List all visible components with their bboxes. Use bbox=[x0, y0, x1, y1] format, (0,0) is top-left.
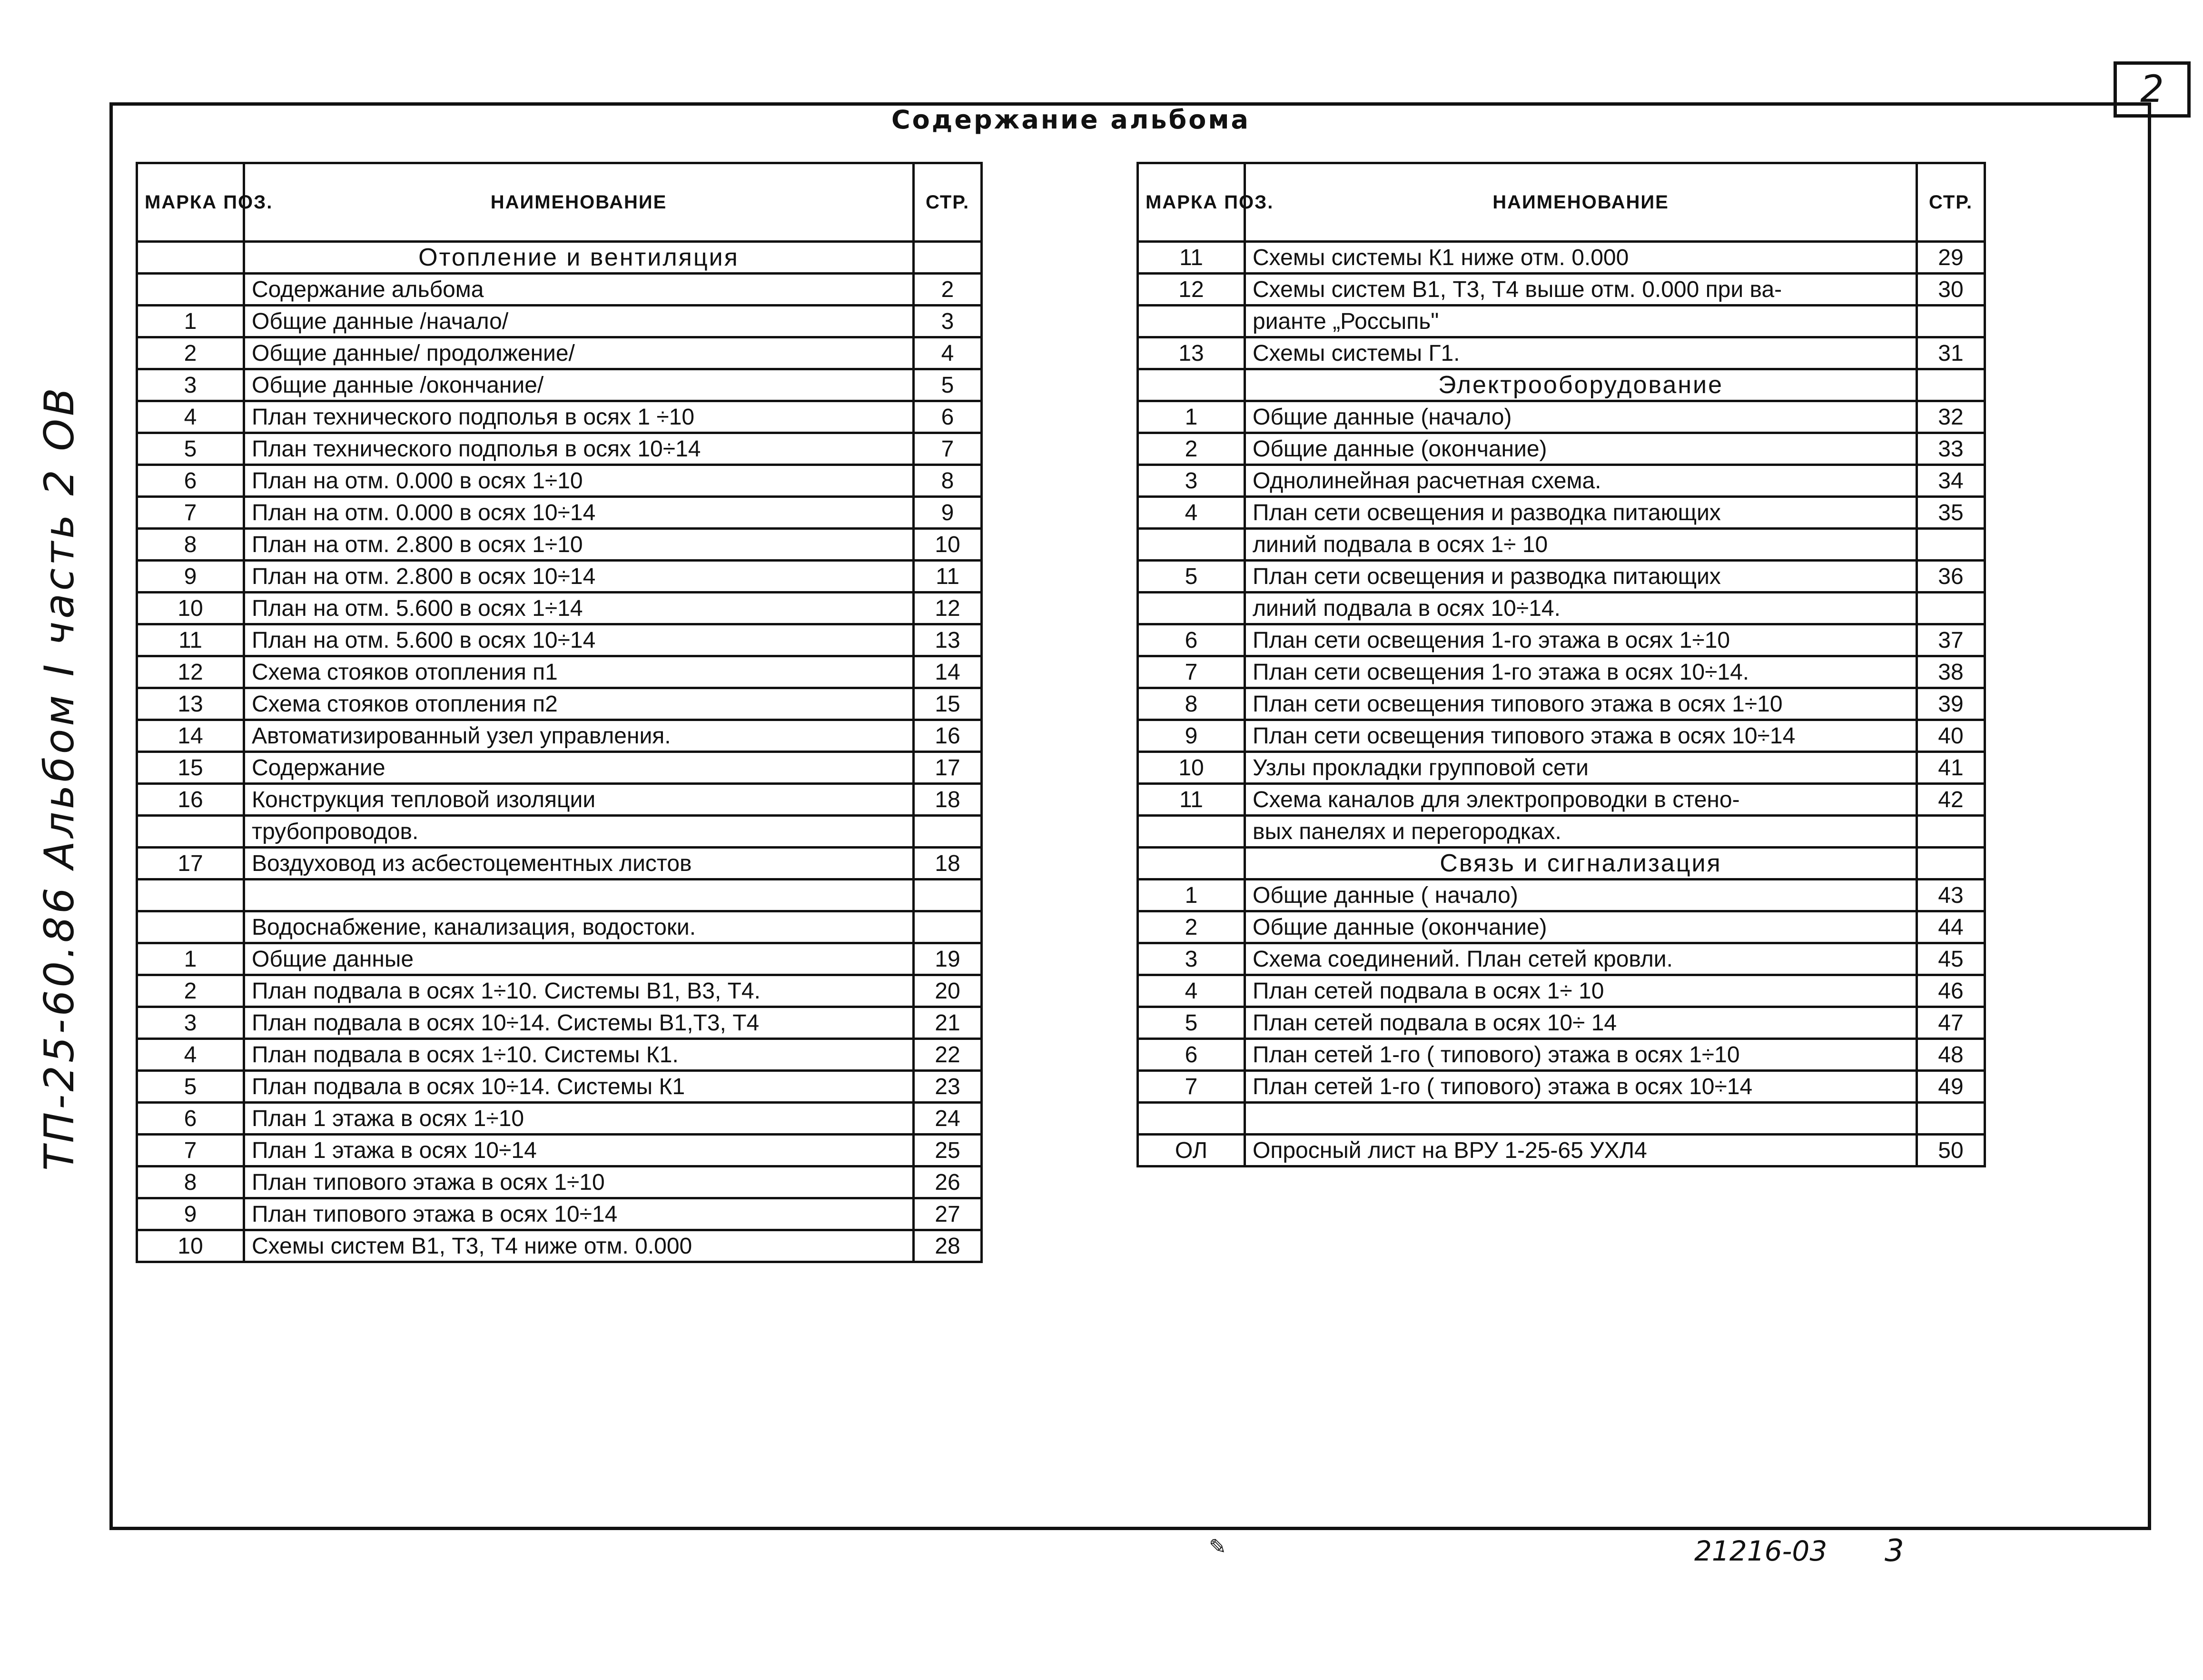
table-row bbox=[137, 880, 982, 911]
header-name: НАИМЕНОВАНИЕ bbox=[244, 163, 914, 242]
table-row bbox=[137, 688, 982, 720]
row-mark: 4 bbox=[137, 401, 244, 433]
row-mark: 13 bbox=[1138, 337, 1245, 369]
row-mark: 9 bbox=[1138, 720, 1245, 752]
row-mark: 7 bbox=[137, 497, 244, 529]
row-mark: 1 bbox=[137, 306, 244, 337]
row-page: 21 bbox=[914, 1007, 982, 1039]
row-mark: 3 bbox=[137, 369, 244, 401]
table-row bbox=[1138, 306, 1985, 337]
row-page: 44 bbox=[1917, 911, 1985, 943]
row-mark: 2 bbox=[137, 337, 244, 369]
table-row bbox=[1138, 911, 1985, 943]
table-row bbox=[1138, 337, 1985, 369]
row-page bbox=[1917, 1103, 1985, 1135]
row-mark: 17 bbox=[137, 848, 244, 880]
row-mark bbox=[1138, 816, 1245, 848]
row-name: План на отм. 2.800 в осях 10÷14 bbox=[244, 561, 914, 593]
row-mark bbox=[137, 274, 244, 306]
row-page: 18 bbox=[914, 848, 982, 880]
row-page: 34 bbox=[1917, 465, 1985, 497]
row-page bbox=[914, 911, 982, 943]
row-page: 9 bbox=[914, 497, 982, 529]
scribble-mark: ✎ bbox=[1209, 1535, 1226, 1559]
row-name: Схемы систем В1, Т3, Т4 ниже отм. 0.000 bbox=[244, 1230, 914, 1262]
header-mark: МАРКА ПОЗ. bbox=[1138, 163, 1245, 242]
row-name: План сети освещения типового этажа в осях 10÷14 bbox=[1245, 720, 1917, 752]
row-page: 45 bbox=[1917, 943, 1985, 975]
row-mark: 4 bbox=[1138, 497, 1245, 529]
table-row bbox=[137, 975, 982, 1007]
table-row bbox=[1138, 433, 1985, 465]
row-page: 25 bbox=[914, 1135, 982, 1166]
row-mark: 2 bbox=[137, 975, 244, 1007]
row-page: 37 bbox=[1917, 624, 1985, 656]
row-page bbox=[1917, 306, 1985, 337]
row-page: 13 bbox=[914, 624, 982, 656]
table-row bbox=[1138, 784, 1985, 816]
row-page bbox=[1917, 369, 1985, 401]
row-mark: 6 bbox=[137, 1103, 244, 1135]
row-mark: 8 bbox=[137, 529, 244, 561]
row-name: Водоснабжение, канализация, водостоки. bbox=[244, 911, 914, 943]
table-row bbox=[1138, 688, 1985, 720]
section-row bbox=[1138, 848, 1985, 880]
row-mark bbox=[1138, 369, 1245, 401]
table-row bbox=[1138, 816, 1985, 848]
row-mark: 3 bbox=[1138, 943, 1245, 975]
row-page: 18 bbox=[914, 784, 982, 816]
row-page: 40 bbox=[1917, 720, 1985, 752]
table-row bbox=[137, 784, 982, 816]
row-page: 7 bbox=[914, 433, 982, 465]
row-name: План сетей 1-го ( типового) этажа в осях 1÷10 bbox=[1245, 1039, 1917, 1071]
table-row bbox=[1138, 561, 1985, 593]
row-name: План на отм. 5.600 в осях 1÷14 bbox=[244, 593, 914, 624]
row-page bbox=[914, 242, 982, 274]
table-row bbox=[137, 943, 982, 975]
row-name: План подвала в осях 1÷10. Системы К1. bbox=[244, 1039, 914, 1071]
row-page: 20 bbox=[914, 975, 982, 1007]
row-name: План на отм. 0.000 в осях 10÷14 bbox=[244, 497, 914, 529]
row-name: План сетей подвала в осях 10÷ 14 bbox=[1245, 1007, 1917, 1039]
row-page: 38 bbox=[1917, 656, 1985, 688]
row-name: Общие данные /начало/ bbox=[244, 306, 914, 337]
row-page: 15 bbox=[914, 688, 982, 720]
row-mark: 7 bbox=[1138, 656, 1245, 688]
row-page bbox=[1917, 529, 1985, 561]
row-mark bbox=[137, 816, 244, 848]
table-row bbox=[137, 593, 982, 624]
footer-page-number: 3 bbox=[1885, 1533, 1904, 1569]
row-mark: 16 bbox=[137, 784, 244, 816]
table-row bbox=[137, 816, 982, 848]
row-mark: 5 bbox=[1138, 1007, 1245, 1039]
row-page bbox=[1917, 816, 1985, 848]
row-mark: 11 bbox=[1138, 242, 1245, 274]
row-name: Общие данные /окончание/ bbox=[244, 369, 914, 401]
header-name: НАИМЕНОВАНИЕ bbox=[1245, 163, 1917, 242]
table-row bbox=[137, 911, 982, 943]
row-name: Отопление и вентиляция bbox=[244, 242, 914, 274]
row-mark bbox=[137, 911, 244, 943]
row-page: 17 bbox=[914, 752, 982, 784]
row-name: План 1 этажа в осях 10÷14 bbox=[244, 1135, 914, 1166]
row-mark: 4 bbox=[137, 1039, 244, 1071]
row-page: 6 bbox=[914, 401, 982, 433]
table-row bbox=[1138, 1039, 1985, 1071]
row-name: трубопроводов. bbox=[244, 816, 914, 848]
row-mark: 13 bbox=[137, 688, 244, 720]
row-mark: ОЛ bbox=[1138, 1135, 1245, 1166]
row-name: Связь и сигнализация bbox=[1245, 848, 1917, 880]
row-name: План типового этажа в осях 10÷14 bbox=[244, 1198, 914, 1230]
row-mark: 7 bbox=[1138, 1071, 1245, 1103]
table-row bbox=[137, 337, 982, 369]
row-mark bbox=[137, 880, 244, 911]
table-row bbox=[1138, 624, 1985, 656]
header-mark: МАРКА ПОЗ. bbox=[137, 163, 244, 242]
section-row bbox=[137, 242, 982, 274]
row-page: 10 bbox=[914, 529, 982, 561]
row-mark bbox=[1138, 848, 1245, 880]
row-name: Общие данные/ продолжение/ bbox=[244, 337, 914, 369]
toc-header-row bbox=[1138, 163, 1985, 242]
table-row bbox=[137, 1039, 982, 1071]
row-mark: 3 bbox=[1138, 465, 1245, 497]
row-name: Однолинейная расчетная схема. bbox=[1245, 465, 1917, 497]
row-mark bbox=[1138, 593, 1245, 624]
table-row bbox=[1138, 943, 1985, 975]
row-page: 49 bbox=[1917, 1071, 1985, 1103]
row-name: Автоматизированный узел управления. bbox=[244, 720, 914, 752]
row-page: 23 bbox=[914, 1071, 982, 1103]
table-row bbox=[1138, 656, 1985, 688]
row-mark: 9 bbox=[137, 1198, 244, 1230]
table-row bbox=[137, 529, 982, 561]
table-row bbox=[137, 1007, 982, 1039]
table-row bbox=[1138, 529, 1985, 561]
row-mark: 8 bbox=[1138, 688, 1245, 720]
row-name: Схемы системы К1 ниже отм. 0.000 bbox=[1245, 242, 1917, 274]
row-mark: 6 bbox=[137, 465, 244, 497]
row-page: 41 bbox=[1917, 752, 1985, 784]
table-row bbox=[137, 848, 982, 880]
table-row bbox=[1138, 720, 1985, 752]
table-row bbox=[137, 624, 982, 656]
row-page: 46 bbox=[1917, 975, 1985, 1007]
row-page: 47 bbox=[1917, 1007, 1985, 1039]
table-row bbox=[137, 1230, 982, 1262]
row-name: План сети освещения и разводка питающих bbox=[1245, 497, 1917, 529]
row-mark: 9 bbox=[137, 561, 244, 593]
row-page: 12 bbox=[914, 593, 982, 624]
row-name: План 1 этажа в осях 1÷10 bbox=[244, 1103, 914, 1135]
table-row bbox=[137, 752, 982, 784]
row-mark: 2 bbox=[1138, 433, 1245, 465]
row-name: Схема стояков отопления п1 bbox=[244, 656, 914, 688]
row-name: Содержание bbox=[244, 752, 914, 784]
row-page bbox=[914, 880, 982, 911]
row-page: 35 bbox=[1917, 497, 1985, 529]
row-name: Схема каналов для электропроводки в стено- bbox=[1245, 784, 1917, 816]
row-page: 31 bbox=[1917, 337, 1985, 369]
row-mark bbox=[1138, 306, 1245, 337]
row-mark: 10 bbox=[1138, 752, 1245, 784]
row-name: План на отм. 2.800 в осях 1÷10 bbox=[244, 529, 914, 561]
row-page: 42 bbox=[1917, 784, 1985, 816]
row-page: 3 bbox=[914, 306, 982, 337]
table-row bbox=[137, 1071, 982, 1103]
table-row bbox=[1138, 1103, 1985, 1135]
row-page: 24 bbox=[914, 1103, 982, 1135]
row-name: Схемы систем В1, Т3, Т4 выше отм. 0.000 при ва- bbox=[1245, 274, 1917, 306]
toc-header-row bbox=[137, 163, 982, 242]
table-row bbox=[1138, 401, 1985, 433]
row-name: линий подвала в осях 10÷14. bbox=[1245, 593, 1917, 624]
row-mark: 11 bbox=[1138, 784, 1245, 816]
side-stamp: ТП-25-60.86 Альбом I часть 2 ОВ bbox=[36, 385, 83, 1171]
row-mark: 5 bbox=[1138, 561, 1245, 593]
row-page bbox=[1917, 848, 1985, 880]
row-page: 43 bbox=[1917, 880, 1985, 911]
table-row bbox=[137, 656, 982, 688]
row-name: Опросный лист на ВРУ 1-25-65 УХЛ4 bbox=[1245, 1135, 1917, 1166]
row-name: План сетей 1-го ( типового) этажа в осях 10÷14 bbox=[1245, 1071, 1917, 1103]
row-mark: 1 bbox=[137, 943, 244, 975]
row-name: План сети освещения типового этажа в осях 1÷10 bbox=[1245, 688, 1917, 720]
row-name: Общие данные (окончание) bbox=[1245, 911, 1917, 943]
table-row bbox=[137, 1166, 982, 1198]
table-row bbox=[1138, 242, 1985, 274]
row-mark bbox=[1138, 529, 1245, 561]
row-name: Схемы системы Г1. bbox=[1245, 337, 1917, 369]
row-name: План типового этажа в осях 1÷10 bbox=[244, 1166, 914, 1198]
row-mark: 14 bbox=[137, 720, 244, 752]
sheet-number: 2 bbox=[2114, 61, 2191, 118]
table-row bbox=[137, 1135, 982, 1166]
row-mark: 6 bbox=[1138, 624, 1245, 656]
row-page: 29 bbox=[1917, 242, 1985, 274]
row-name: Конструкция тепловой изоляции bbox=[244, 784, 914, 816]
table-row bbox=[1138, 497, 1985, 529]
table-row bbox=[1138, 274, 1985, 306]
row-name: Общие данные ( начало) bbox=[1245, 880, 1917, 911]
row-name: Общие данные (окончание) bbox=[1245, 433, 1917, 465]
row-mark: 1 bbox=[1138, 401, 1245, 433]
table-row bbox=[137, 561, 982, 593]
row-name: План сети освещения и разводка питающих bbox=[1245, 561, 1917, 593]
row-mark: 8 bbox=[137, 1166, 244, 1198]
row-page: 14 bbox=[914, 656, 982, 688]
table-row bbox=[1138, 593, 1985, 624]
table-row bbox=[137, 369, 982, 401]
row-mark bbox=[137, 242, 244, 274]
table-row bbox=[1138, 1071, 1985, 1103]
row-page: 50 bbox=[1917, 1135, 1985, 1166]
header-page: СТР. bbox=[914, 163, 982, 242]
row-page: 32 bbox=[1917, 401, 1985, 433]
row-name: План на отм. 5.600 в осях 10÷14 bbox=[244, 624, 914, 656]
row-page: 27 bbox=[914, 1198, 982, 1230]
row-page: 8 bbox=[914, 465, 982, 497]
header-page: СТР. bbox=[1917, 163, 1985, 242]
table-row bbox=[1138, 1007, 1985, 1039]
row-page: 2 bbox=[914, 274, 982, 306]
row-mark: 10 bbox=[137, 593, 244, 624]
row-name: Узлы прокладки групповой сети bbox=[1245, 752, 1917, 784]
row-name: рианте „Россыпь" bbox=[1245, 306, 1917, 337]
row-mark: 5 bbox=[137, 433, 244, 465]
row-name: Содержание альбома bbox=[244, 274, 914, 306]
row-page: 36 bbox=[1917, 561, 1985, 593]
row-name: Электрооборудование bbox=[1245, 369, 1917, 401]
row-name: План технического подполья в осях 10÷14 bbox=[244, 433, 914, 465]
row-name: План на отм. 0.000 в осях 1÷10 bbox=[244, 465, 914, 497]
table-row bbox=[137, 433, 982, 465]
row-name: План подвала в осях 10÷14. Системы К1 bbox=[244, 1071, 914, 1103]
row-mark: 10 bbox=[137, 1230, 244, 1262]
row-page: 26 bbox=[914, 1166, 982, 1198]
table-row bbox=[137, 1198, 982, 1230]
row-page: 33 bbox=[1917, 433, 1985, 465]
row-mark: 7 bbox=[137, 1135, 244, 1166]
row-name: План подвала в осях 1÷10. Системы В1, В3, Т4. bbox=[244, 975, 914, 1007]
row-mark: 12 bbox=[137, 656, 244, 688]
row-mark: 11 bbox=[137, 624, 244, 656]
row-mark: 2 bbox=[1138, 911, 1245, 943]
table-row bbox=[137, 465, 982, 497]
table-row bbox=[1138, 752, 1985, 784]
row-name bbox=[1245, 1103, 1917, 1135]
row-name: Схема стояков отопления п2 bbox=[244, 688, 914, 720]
row-page: 30 bbox=[1917, 274, 1985, 306]
row-name bbox=[244, 880, 914, 911]
row-page: 22 bbox=[914, 1039, 982, 1071]
row-name: План сети освещения 1-го этажа в осях 10÷14. bbox=[1245, 656, 1917, 688]
page-title: Содержание альбома bbox=[891, 105, 1250, 135]
row-name: План технического подполья в осях 1 ÷10 bbox=[244, 401, 914, 433]
row-mark: 1 bbox=[1138, 880, 1245, 911]
table-row bbox=[1138, 1135, 1985, 1166]
table-row bbox=[137, 1103, 982, 1135]
table-row bbox=[1138, 880, 1985, 911]
table-row bbox=[137, 720, 982, 752]
table-row bbox=[137, 274, 982, 306]
row-page: 4 bbox=[914, 337, 982, 369]
row-page bbox=[1917, 593, 1985, 624]
row-name: План сети освещения 1-го этажа в осях 1÷10 bbox=[1245, 624, 1917, 656]
row-name: Общие данные (начало) bbox=[1245, 401, 1917, 433]
row-mark: 3 bbox=[137, 1007, 244, 1039]
footer-doc-number: 21216-03 bbox=[1694, 1535, 1828, 1567]
toc-table-left bbox=[136, 162, 983, 1263]
table-row bbox=[137, 306, 982, 337]
row-page: 28 bbox=[914, 1230, 982, 1262]
row-page: 16 bbox=[914, 720, 982, 752]
row-name: Общие данные bbox=[244, 943, 914, 975]
row-mark: 5 bbox=[137, 1071, 244, 1103]
row-page: 39 bbox=[1917, 688, 1985, 720]
row-name: вых панелях и перегородках. bbox=[1245, 816, 1917, 848]
row-name: План сетей подвала в осях 1÷ 10 bbox=[1245, 975, 1917, 1007]
row-page: 19 bbox=[914, 943, 982, 975]
row-name: линий подвала в осях 1÷ 10 bbox=[1245, 529, 1917, 561]
table-row bbox=[1138, 975, 1985, 1007]
section-row bbox=[1138, 369, 1985, 401]
row-page bbox=[914, 816, 982, 848]
row-mark: 15 bbox=[137, 752, 244, 784]
row-name: План подвала в осях 10÷14. Системы В1,Т3, Т4 bbox=[244, 1007, 914, 1039]
toc-table-right bbox=[1136, 162, 1986, 1167]
table-row bbox=[137, 401, 982, 433]
row-mark bbox=[1138, 1103, 1245, 1135]
row-page: 5 bbox=[914, 369, 982, 401]
row-page: 11 bbox=[914, 561, 982, 593]
row-mark: 4 bbox=[1138, 975, 1245, 1007]
row-mark: 12 bbox=[1138, 274, 1245, 306]
row-name: Схема соединений. План сетей кровли. bbox=[1245, 943, 1917, 975]
row-page: 48 bbox=[1917, 1039, 1985, 1071]
row-name: Воздуховод из асбестоцементных листов bbox=[244, 848, 914, 880]
table-row bbox=[1138, 465, 1985, 497]
table-row bbox=[137, 497, 982, 529]
row-mark: 6 bbox=[1138, 1039, 1245, 1071]
